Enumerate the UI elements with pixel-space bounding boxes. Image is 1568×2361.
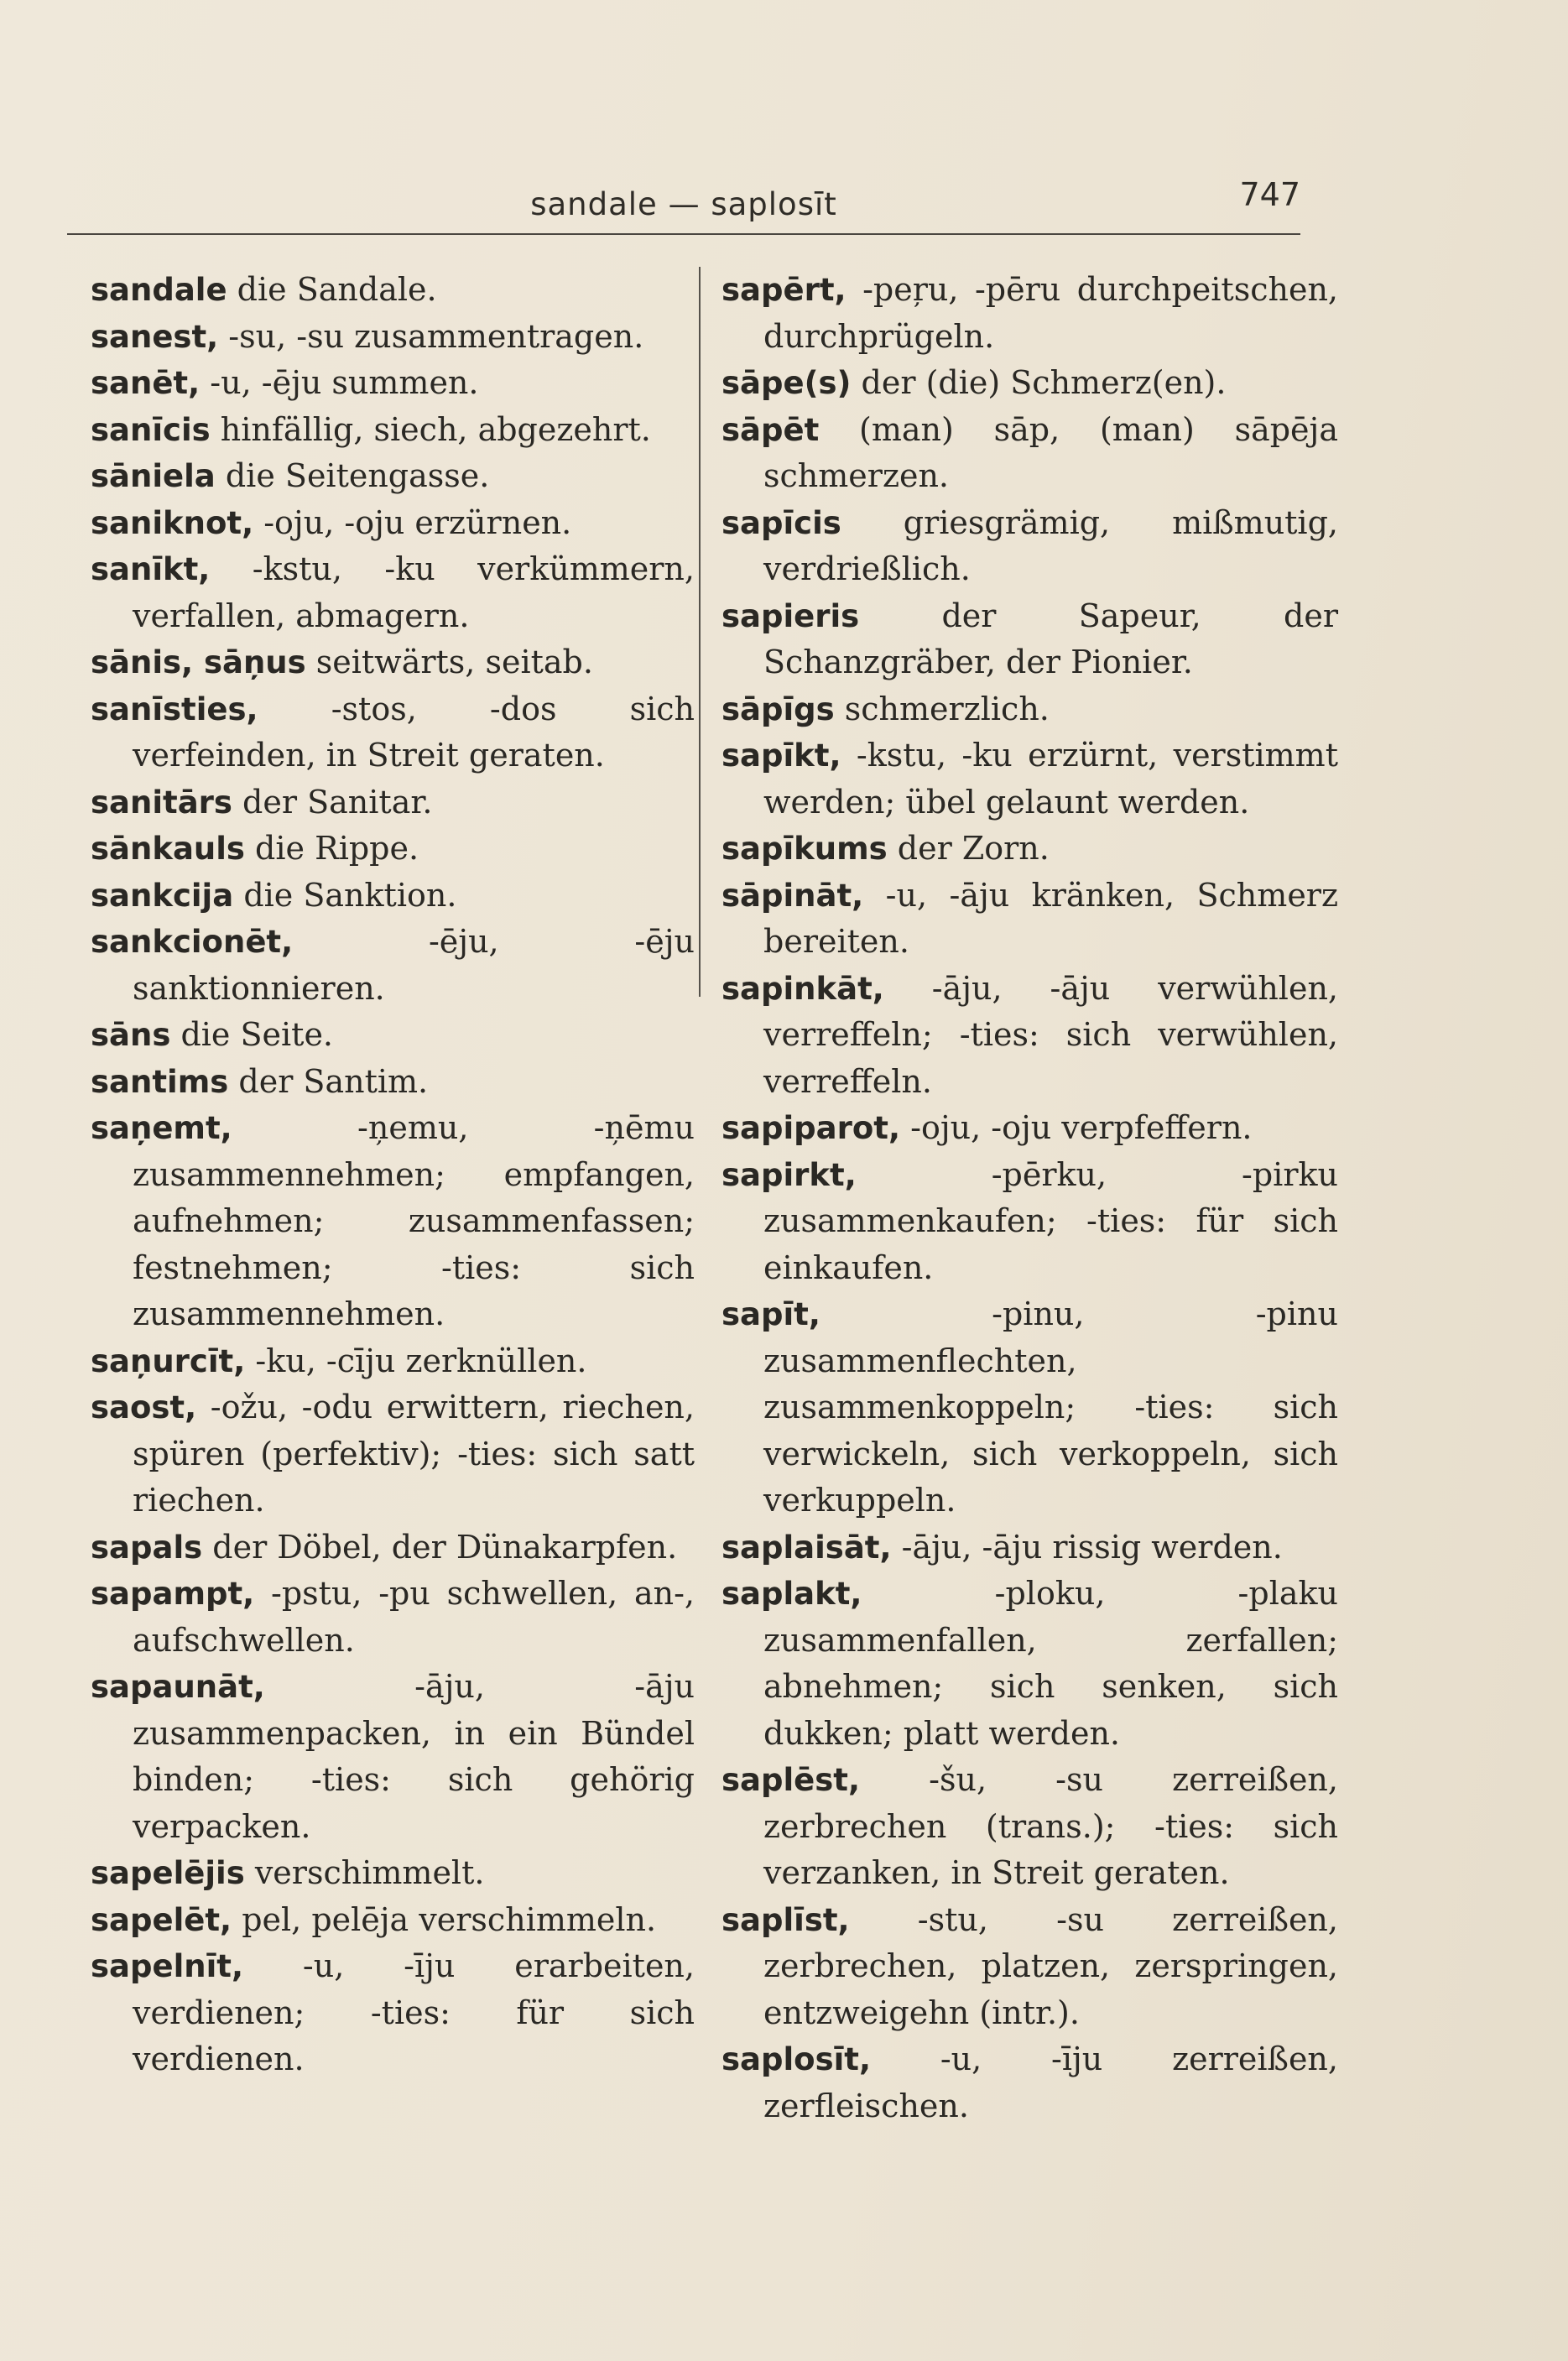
headword: sapiparot,: [721, 1110, 901, 1146]
headword: saplīst,: [721, 1901, 850, 1938]
dictionary-entry: [91, 686, 695, 779]
definition: -peŗu, -pēru durchpeitschen, durchprügeln.: [763, 271, 1338, 355]
headword: sapīkt,: [721, 737, 841, 774]
header-rule: [67, 233, 1300, 235]
dictionary-entry: [721, 593, 1338, 686]
headword: sapīcis: [721, 504, 841, 541]
definition: -oju, -oju verpfeffern.: [910, 1109, 1253, 1146]
headword: saost,: [91, 1389, 197, 1425]
dictionary-entry: [91, 407, 695, 454]
dictionary-entry: [721, 1757, 1338, 1897]
definition: -u, -īju erarbeiten, verdienen; -ties: für sich verdienen.: [133, 1947, 695, 2077]
dictionary-entry: [721, 500, 1338, 593]
definition: -ņemu, -ņēmu zusammennehmen; empfangen, aufnehmen; zusammenfassen; festnehmen; -ties: sich zusammennehmen.: [133, 1109, 695, 1332]
dictionary-entry: [721, 1105, 1338, 1152]
definition: -u, -ēju summen.: [210, 364, 479, 401]
headword: sanīcis: [91, 411, 211, 448]
definition: -u, -īju zerreißen, zerfleischen.: [763, 2040, 1338, 2124]
definition: -āju, -āju verwühlen, verreffeln; -ties: sich verwühlen, verreffeln.: [763, 969, 1338, 1100]
definition: -āju, -āju rissig werden.: [901, 1528, 1283, 1566]
definition: pel, pelēja verschimmeln.: [242, 1900, 657, 1938]
dictionary-entry: [91, 639, 695, 686]
dictionary-entry: [721, 1291, 1338, 1524]
definition: -pērku, -pirku zusammenkaufen; -ties: für sich einkaufen.: [763, 1155, 1338, 1286]
definition: der Sanitar.: [242, 783, 433, 821]
definition: -stos, -dos sich verfeinden, in Streit geraten.: [133, 690, 695, 774]
headword: sānkauls: [91, 831, 245, 867]
definition: (man) sāp, (man) sāpēja schmerzen.: [763, 410, 1338, 494]
dictionary-entry: [721, 267, 1338, 360]
definition: -āju, -āju zusammenpacken, in ein Bündel binden; -ties: sich gehörig verpacken.: [133, 1668, 695, 1845]
headword: sapīt,: [721, 1296, 820, 1332]
headword: sāpīgs: [721, 691, 835, 727]
headword: sapals: [91, 1529, 203, 1566]
dictionary-entry: [91, 546, 695, 639]
headword: sapērt,: [721, 272, 847, 308]
headword: sankcionēt,: [91, 924, 294, 960]
dictionary-entry: [91, 873, 695, 920]
dictionary-entry: [91, 1105, 695, 1338]
dictionary-entry: [721, 873, 1338, 966]
definition: -stu, -su zerreißen, zerbrechen, platzen, zerspringen, entzweigehn (intr.).: [763, 1900, 1338, 2031]
dictionary-entry: [721, 2036, 1338, 2129]
headword: saņurcīt,: [91, 1342, 246, 1379]
dictionary-entry: [91, 1524, 695, 1571]
headword: saplaisāt,: [721, 1529, 892, 1566]
headword: sāpināt,: [721, 877, 864, 914]
definition: griesgrämig, mißmutig, verdrießlich.: [763, 503, 1338, 587]
definition: die Rippe.: [255, 830, 419, 867]
headword: sānis, sāņus: [91, 644, 306, 680]
headword: sapampt,: [91, 1576, 255, 1612]
headword: sanēt,: [91, 365, 201, 401]
definition: der Döbel, der Dünakarpfen.: [212, 1528, 678, 1566]
definition: -pinu, -pinu zusammenflechten, zusammenkoppeln; -ties: sich verwickeln, sich verkoppeln, sich verkuppeln.: [763, 1295, 1338, 1519]
headword: sapirkt,: [721, 1156, 857, 1193]
definition: -ēju, -ēju sanktionnieren.: [133, 923, 695, 1007]
dictionary-entry: [91, 314, 695, 361]
definition: die Sanktion.: [243, 876, 457, 914]
dictionary-entry: [91, 1943, 695, 2083]
headword: sāpēt: [721, 411, 820, 448]
dictionary-entry: [721, 732, 1338, 826]
dictionary-entry: [91, 500, 695, 547]
definition: der Santim.: [238, 1062, 429, 1100]
column-divider: [699, 267, 701, 997]
dictionary-entry: [721, 1152, 1338, 1292]
definition: die Sandale.: [237, 271, 437, 308]
dictionary-entry: [91, 1850, 695, 1897]
headword: sapelēt,: [91, 1901, 232, 1938]
definition: -kstu, -ku verkümmern, verfallen, abmagern.: [133, 550, 695, 634]
headword: sāniela: [91, 458, 216, 494]
headword: saniknot,: [91, 504, 254, 541]
definition: seitwärts, seitab.: [315, 644, 593, 680]
dictionary-entry: [91, 1059, 695, 1106]
dictionary-entry: [91, 1571, 695, 1664]
dictionary-entry: [721, 966, 1338, 1106]
headword: sāns: [91, 1017, 171, 1053]
definition: -oju, -oju erzürnen.: [263, 503, 572, 541]
definition: -ožu, -odu erwittern, riechen, spüren (perfektiv); -ties: sich satt riechen.: [133, 1389, 695, 1519]
right-column: [721, 267, 1338, 2129]
definition: hinfällig, siech, abgezehrt.: [220, 410, 651, 448]
dictionary-entry: [721, 1897, 1338, 2037]
headword: sapaunāt,: [91, 1669, 265, 1705]
page-number: 747: [1239, 176, 1300, 213]
running-head: sandale — saplosīt: [530, 186, 837, 222]
dictionary-entry: [91, 1384, 695, 1524]
definition: -pstu, -pu schwellen, an-, aufschwellen.: [133, 1575, 695, 1659]
headword: saplēst,: [721, 1762, 861, 1798]
dictionary-entry: [91, 1897, 695, 1944]
dictionary-entry: [91, 779, 695, 826]
headword: sapīkums: [721, 831, 888, 867]
headword: santims: [91, 1063, 229, 1100]
definition: -ku, -cīju zerknüllen.: [255, 1342, 587, 1379]
dictionary-entry: [91, 826, 695, 873]
headword: sanitārs: [91, 784, 232, 821]
headword: sanīsties,: [91, 691, 258, 727]
headword: sapelējis: [91, 1855, 245, 1891]
headword: sanest,: [91, 318, 219, 355]
definition: der Zorn.: [897, 830, 1050, 867]
headword: sandale: [91, 272, 227, 308]
headword: sapelnīt,: [91, 1948, 244, 1984]
headword: sankcija: [91, 877, 234, 914]
dictionary-entry: [721, 1524, 1338, 1571]
definition: -u, -āju kränken, Schmerz bereiten.: [763, 876, 1338, 960]
headword: saplakt,: [721, 1576, 862, 1612]
dictionary-entry: [721, 686, 1338, 733]
dictionary-entry: [721, 360, 1338, 407]
dictionary-entry: [91, 360, 695, 407]
definition: -kstu, -ku erzürnt, verstimmt werden; übel gelaunt werden.: [763, 737, 1338, 821]
dictionary-entry: [91, 1664, 695, 1850]
dictionary-entry: [91, 1012, 695, 1059]
left-column: [91, 267, 695, 2083]
headword: sapinkāt,: [721, 970, 884, 1007]
definition: der (die) Schmerz(en).: [861, 364, 1227, 401]
definition: schmerzlich.: [844, 690, 1050, 727]
headword: sāpe(s): [721, 365, 852, 401]
dictionary-entry: [91, 453, 695, 500]
headword: saplosīt,: [721, 2041, 872, 2077]
dictionary-entry: [721, 826, 1338, 873]
headword: sanīkt,: [91, 551, 211, 587]
dictionary-entry: [721, 407, 1338, 500]
definition: -šu, -su zerreißen, zerbrechen (trans.); -ties: sich verzanken, in Streit geraten.: [763, 1761, 1338, 1891]
definition: der Sapeur, der Schanzgräber, der Pionier.: [763, 597, 1338, 680]
headword: saņemt,: [91, 1110, 232, 1146]
dictionary-entry: [91, 1338, 695, 1385]
definition: die Seite.: [180, 1016, 334, 1053]
definition: verschimmelt.: [254, 1854, 485, 1891]
definition: die Seitengasse.: [225, 457, 490, 494]
headword: sapieris: [721, 597, 860, 634]
definition: -su, -su zusammentragen.: [228, 317, 644, 355]
dictionary-entry: [721, 1571, 1338, 1757]
dictionary-entry: [91, 267, 695, 314]
definition: -ploku, -plaku zusammenfallen, zerfallen; abnehmen; sich senken, sich dukken; platt werden.: [763, 1575, 1338, 1752]
dictionary-entry: [91, 919, 695, 1012]
page-header: [67, 176, 1300, 235]
